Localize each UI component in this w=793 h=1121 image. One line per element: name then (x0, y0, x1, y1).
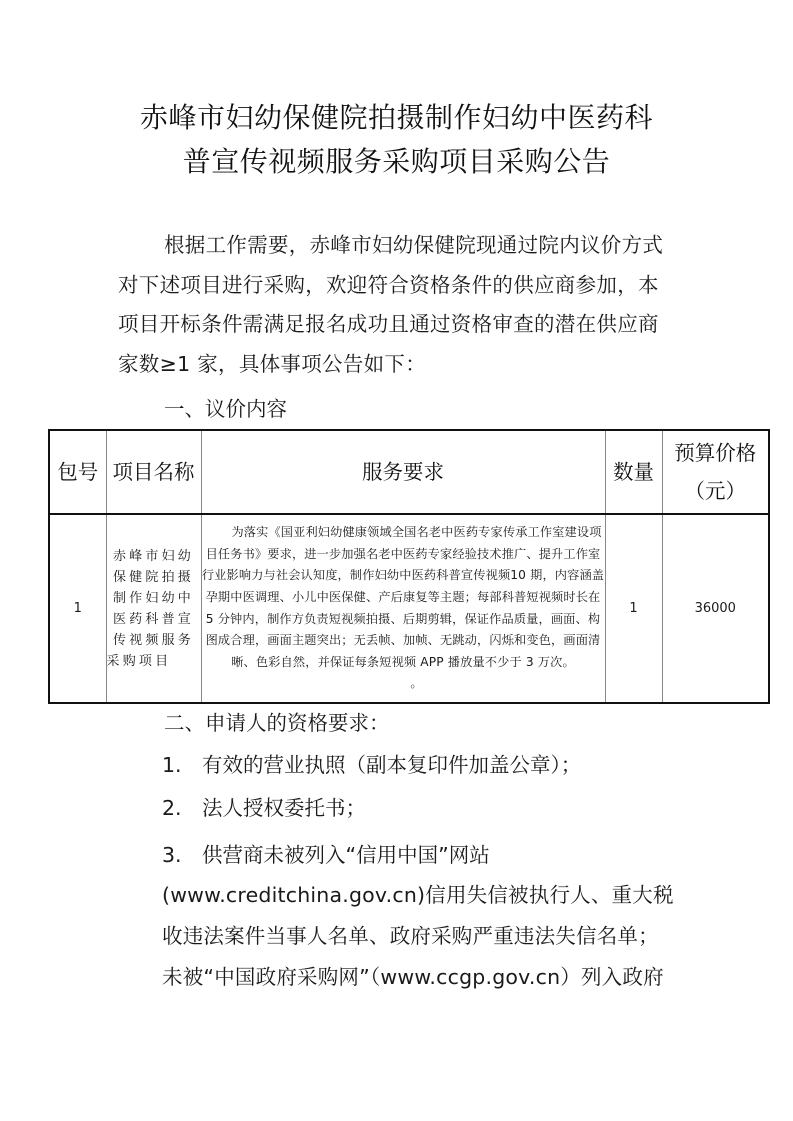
table-row (49, 514, 769, 703)
header-quantity: 数量 (605, 430, 662, 514)
section-2-heading: 二、申请人的资格要求： (164, 711, 390, 735)
item-text: 有效的营业执照（副本复印件加盖公章）； (202, 753, 582, 777)
cell-requirements (201, 514, 605, 703)
item-number: 2. (162, 796, 182, 820)
bid-content-table (48, 429, 770, 704)
cell-name: 赤峰市妇幼保健院拍摄制作妇幼中医药科普宣传视频服务采购项目 (106, 514, 201, 703)
intro-paragraph (118, 226, 678, 384)
item-3-continuation: 未被“中国政府采购网”（www.ccgp.gov.cn）列入政府 (162, 965, 664, 989)
item-text: 法人授权委托书； (202, 796, 366, 820)
cell-budget: 36000 (662, 514, 769, 703)
requirements-text: 为落实《国亚利妇幼健康领域全国名老中医药专家传承工作室建设项目任务书》要求，进一步加强名老中医药专家经验技术推广、提升工作室行业影响力与社会认知度，制作妇幼中医药科普宣传视频10 期，内容涵盖孕期中医调理、小儿中医保健、产后康复等主题；每部科普短视频时长在 5 分钟内，制作方负责短视频拍摄、后期剪辑，保证作品质量，画面、构图成合理，画面主题突出；无丢帧、加帧、无跳动，闪烁和变色，画面清晰、色彩自然，并保证每条短视频 APP 播放量不少于 3 万次。 (201, 525, 605, 669)
table-header-row (49, 430, 769, 514)
section-1-heading: 一、议价内容 (164, 397, 287, 421)
header-requirements: 服务要求 (201, 430, 605, 514)
qualification-item (162, 840, 490, 870)
item-text: 供营商未被列入“信用中国”网站 (202, 843, 490, 867)
cell-quantity: 1 (605, 514, 662, 703)
item-3-continuation: 收违法案件当事人名单、政府采购严重违法失信名单； (162, 924, 659, 948)
intro-text: 根据工作需要，赤峰市妇幼保健院现通过院内议价方式对下述项目进行采购，欢迎符合资格条件的供应商参加，本项目开标条件需满足报名成功且通过资格审查的潜在供应商家数≥1 家，具体事项公告如下： (118, 233, 664, 376)
document-title-line-1: 赤峰市妇幼保健院拍摄制作妇幼中医药科 (139, 101, 653, 134)
qualification-item (162, 750, 581, 780)
header-package: 包号 (49, 430, 106, 514)
cell-package: 1 (49, 514, 106, 703)
document-title-line-2: 普宣传视频服务采购项目采购公告 (182, 145, 611, 178)
item-number: 3. (162, 843, 182, 867)
header-name: 项目名称 (106, 430, 201, 514)
header-budget (662, 430, 769, 514)
header-budget-line2: （元） (684, 479, 746, 503)
header-budget-line1: 预算价格 (674, 441, 757, 465)
requirements-trailing-mark: 。 (410, 676, 423, 691)
item-3-continuation: (www.creditchina.gov.cn)信用失信被执行人、重大税 (162, 883, 674, 907)
qualification-item (162, 793, 366, 823)
item-number: 1. (162, 753, 182, 777)
